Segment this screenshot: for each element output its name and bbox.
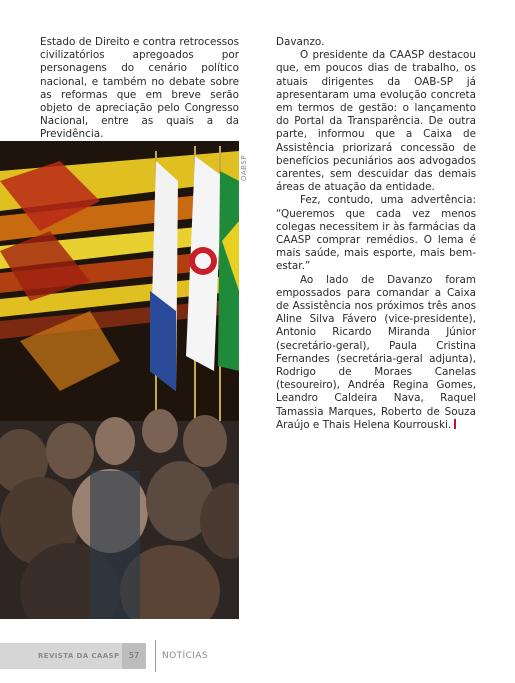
footer-magazine-name: REVISTA DA CAASP <box>38 652 120 660</box>
photo-credit: OABSP <box>240 154 248 181</box>
paragraph-right-4 <box>276 274 476 432</box>
footer-separator <box>155 640 156 672</box>
footer-page-number: 57 <box>122 643 146 669</box>
paragraph-right-1: Davanzo. <box>276 36 325 48</box>
event-photo <box>0 141 239 619</box>
paragraph-right-2: O presidente da CAASP destacou que, em poucos dias de trabalho, os atuais dirigentes da OAB-SP já apresentaram uma evolução concreta em termos de gestão: o lançamento do Portal da Transparência. De outra parte, informou que a Caixa de Assistência priorizará concessão de benefícios pecuniários aos advogados carentes, sem descuidar das demais áreas de atuação da entidade. <box>276 49 476 194</box>
audience <box>0 409 239 619</box>
footer-section-name: NOTÍCIAS <box>162 651 208 661</box>
paragraph-right-4-text: Ao lado de Davanzo foram empossados para comandar a Caixa de Assistência nos próximos três anos Aline Silva Fávero (vice-presidente), Antonio Ricardo Miranda Júnior (secretário-geral), Paula Cristina Fernandes (secretária-geral adjunta), Rodrigo de Moraes Canelas (tesoureiro), Andréa Regina Gomes, Leandro Caldeira Nava, Raquel Tamassia Marques, Roberto de Souza Araújo e Thais Helena Kourrouski. <box>276 273 476 431</box>
event-photo-illustration <box>0 141 239 619</box>
paragraph-left-1: Estado de Direito e contra retrocessos civilizatórios apregoados por personagens do cenário político nacional, e também no debate sobre as reformas que em breve serão objeto de apreciação pelo Congresso Nacional, entre as quais a da Previdência. <box>40 36 239 141</box>
end-of-article-mark <box>454 419 456 429</box>
paragraph-right-3: Fez, contudo, uma advertência: “Queremos que cada vez menos colegas necessitem ir às farmácias da CAASP comprar remédios. O lema é mais saúde, mais esporte, mais bem-estar.” <box>276 194 476 273</box>
article-right-column <box>276 36 476 432</box>
